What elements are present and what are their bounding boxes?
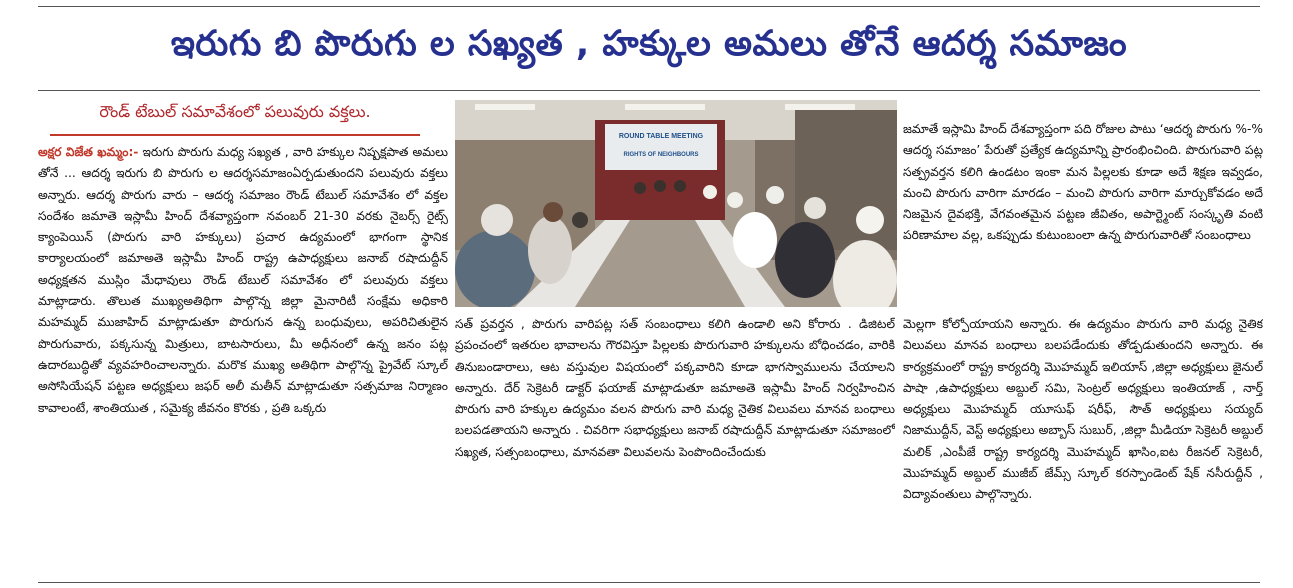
article-column-2: [455, 314, 895, 578]
banner-text-top: ROUND TABLE MEETING: [618, 133, 704, 140]
top-rule: [38, 6, 1260, 7]
article-column-1: [38, 142, 448, 584]
column-3-text: జమాతే ఇస్లామి హింద్ దేశవ్యాప్తంగా పది రోజుల పాటు ‘ఆదర్శ పొరుగు %-% ఆదర్శ సమాజం’ పేరుతో ప్రత్యేక ఉద్యమాన్ని ప్రారంభించింది. పొరుగువారి పట్ల సత్ప్రవర్తన కలిగి ఉండటం ఇంకా మన పిల్లలకు కూడా అదే శిక్షణ ఇవ్వడం, మంచి పొరుగు వారిగా మారడం – మంచి పొరుగు వారిగా మార్చుకోవడం అదే నిజమైన దైవభక్తి, వేగవంతమైన పట్టణ జీవితం, అపార్ట్మెంట్ సంస్కృతి వంటి పరిణామాల వల్ల, ఒకప్పుడు కుటుంబంలా ఉన్న పొరుగువారితో సంబంధాలు: [903, 122, 1263, 243]
headline: ఇరుగు బి పొరుగు ల సఖ్యత , హక్కుల అమలు తోనే ఆదర్శ సమాజం: [170, 24, 1128, 64]
byline: అక్షర విజేత ఖమ్మం:-: [38, 145, 139, 159]
headline-rule: [38, 90, 1260, 91]
bottom-rule: [38, 582, 1260, 583]
subheadline-underline: [50, 134, 420, 136]
article-column-3: [903, 119, 1263, 304]
column-1-text: ఇరుగు పొరుగు మధ్య సఖ్యత , వారి హక్కుల నిష్పక్షపాత అమలు తోనే ... ఆదర్శ ఇరుగు బి పొరుగు ల ఆదర్శసమాజంఏర్పడుతుందని పలువురు వక్తలు అన్నారు. ఆదర్శ పొరుగు వారు – ఆదర్శ సమాజం రౌండ్ టేబుల్ సమావేశం లో వక్తల సందేశం జమాతె ఇస్లామీ హింద్ దేశవ్యాప్తంగా నవంబర్ 21-30 వరకు నైబర్స్ రైట్స్ క్యాంపెయిన్ (పొరుగు వారి హక్కులు) ప్రచార ఉద్యమంలో భాగంగా స్థానిక కార్యాలయంలో జమాఅతె ఇస్లామీ హింద్ రాష్ట్ర ఉపాధ్యక్షులు జనాబ్ రషాదుద్దీన్ అధ్యక్షతన ముస్లిం మేధావులు రౌండ్ టేబుల్ సమావేశం లో పలువురు వక్తలు మాట్లాడారు. తొలుత ముఖ్యఅతిథిగా పాల్గొన్న జిల్లా మైనారిటీ సంక్షేమ అధికారి మహమ్మద్ ముజాహిద్ మాట్లాడుతూ పొరుగున ఉన్న బంధువులు, అపరిచితులైన పొరుగువారు, పక్కసున్న మిత్రులు, బాటసారులు, మీ అధీనంలో ఉన్న జనం పట్ల ఉదారబుద్ధితో వ్యవహరించాలన్నారు. మరొక ముఖ్య అతిథిగా పాల్గొన్న ప్రైవేట్ స్కూల్ అసోసియేషన్ పట్టణ అధ్యక్షులు జఫర్ అలీ మతీన్ మాట్లాడుతూ సత్సమాజ నిర్మాణం కావాలంటే, శాంతియుత , సమైక్య జీవనం కొరకు , ప్రతి ఒక్కరు: [38, 145, 448, 415]
column-4-text: మెల్లగా కోల్పోయాయని అన్నారు. ఈ ఉద్యమం పొరుగు వారి మధ్య నైతిక విలువలు మానవ బంధాలు బలపడేందుకు తోడ్పడుతుందని అన్నారు. ఈ కార్యక్రమంలో రాష్ట్ర కార్యదర్శి మొహమ్మద్ ఇలియాస్ ,జిల్లా అధ్యక్షులు జైనుల్ పాషా ,ఉపాధ్యక్షులు అబ్దుల్ సమి, సెంట్రల్ అధ్యక్షులు ఇంతియాజ్ , నార్త్ అధ్యక్షులు మొహమ్మద్ యూసుఫ్ షరీఫ్, సౌత్ అధ్యక్షులు సయ్యద్ నిజాముద్దీన్, వెస్ట్ అధ్యక్షులు అబ్బాస్ సుబుర్, ,జిల్లా మీడియా సెక్రెటరీ అబ్దుల్ మలిక్ ,ఎంపీజే రాష్ట్ర కార్యదర్శి మొహమ్మద్ ఖాసిం,ఐట రీజనల్ సెక్రెటరీ, మొహమ్మద్ అబ్దుల్ ముజీబ్ జేమ్స్ స్కూల్ కరస్పాండెంట్ షేక్ నసీరుద్దీన్ , విద్యావంతులు పాల్గొన్నారు.: [903, 317, 1263, 502]
article-column-4: [903, 314, 1263, 578]
column-2-text: సత్ ప్రవర్తన , పొరుగు వారిపట్ల సత్ సంబంధాలు కలిగి ఉండాలి అని కోరారు . డిజిటల్ ప్రపంచంలో ఇతరుల భావాలను గౌరవిస్తూ పిల్లలకు పొరుగువారి హక్కులను బోధించడం, వారికి తినుబండారాలు, ఆట వస్తువుల విషయంలో పక్కవారిని కూడా భాగస్వాములను చేయాలని అన్నారు. దేర్ సెక్రెటరీ డాక్టర్ ఫయాజ్ మాట్లాడుతూ జమాఅతె ఇస్లామీ హింద్ నిర్వహించిన పొరుగు వారి హక్కుల ఉద్యమం వలన పొరుగు వారి మధ్య నైతిక విలువలు మానవ బంధాలు బలపడతాయని అన్నారు . చివరిగా సభాధ్యక్షులు జనాబ్ రషాదుద్దీన్ మాట్లాడుతూ సమాజంలో సఖ్యత, సత్సంబంధాలు, మానవతా విలువలను పెంపొందించేందుకు: [455, 317, 895, 459]
meeting-photo: [455, 100, 897, 307]
banner-text-bottom: RIGHTS OF NEIGHBOURS: [623, 152, 699, 158]
subheadline: రౌండ్ టేబుల్ సమావేశంలో పలువురు వక్తలు.: [99, 101, 371, 121]
